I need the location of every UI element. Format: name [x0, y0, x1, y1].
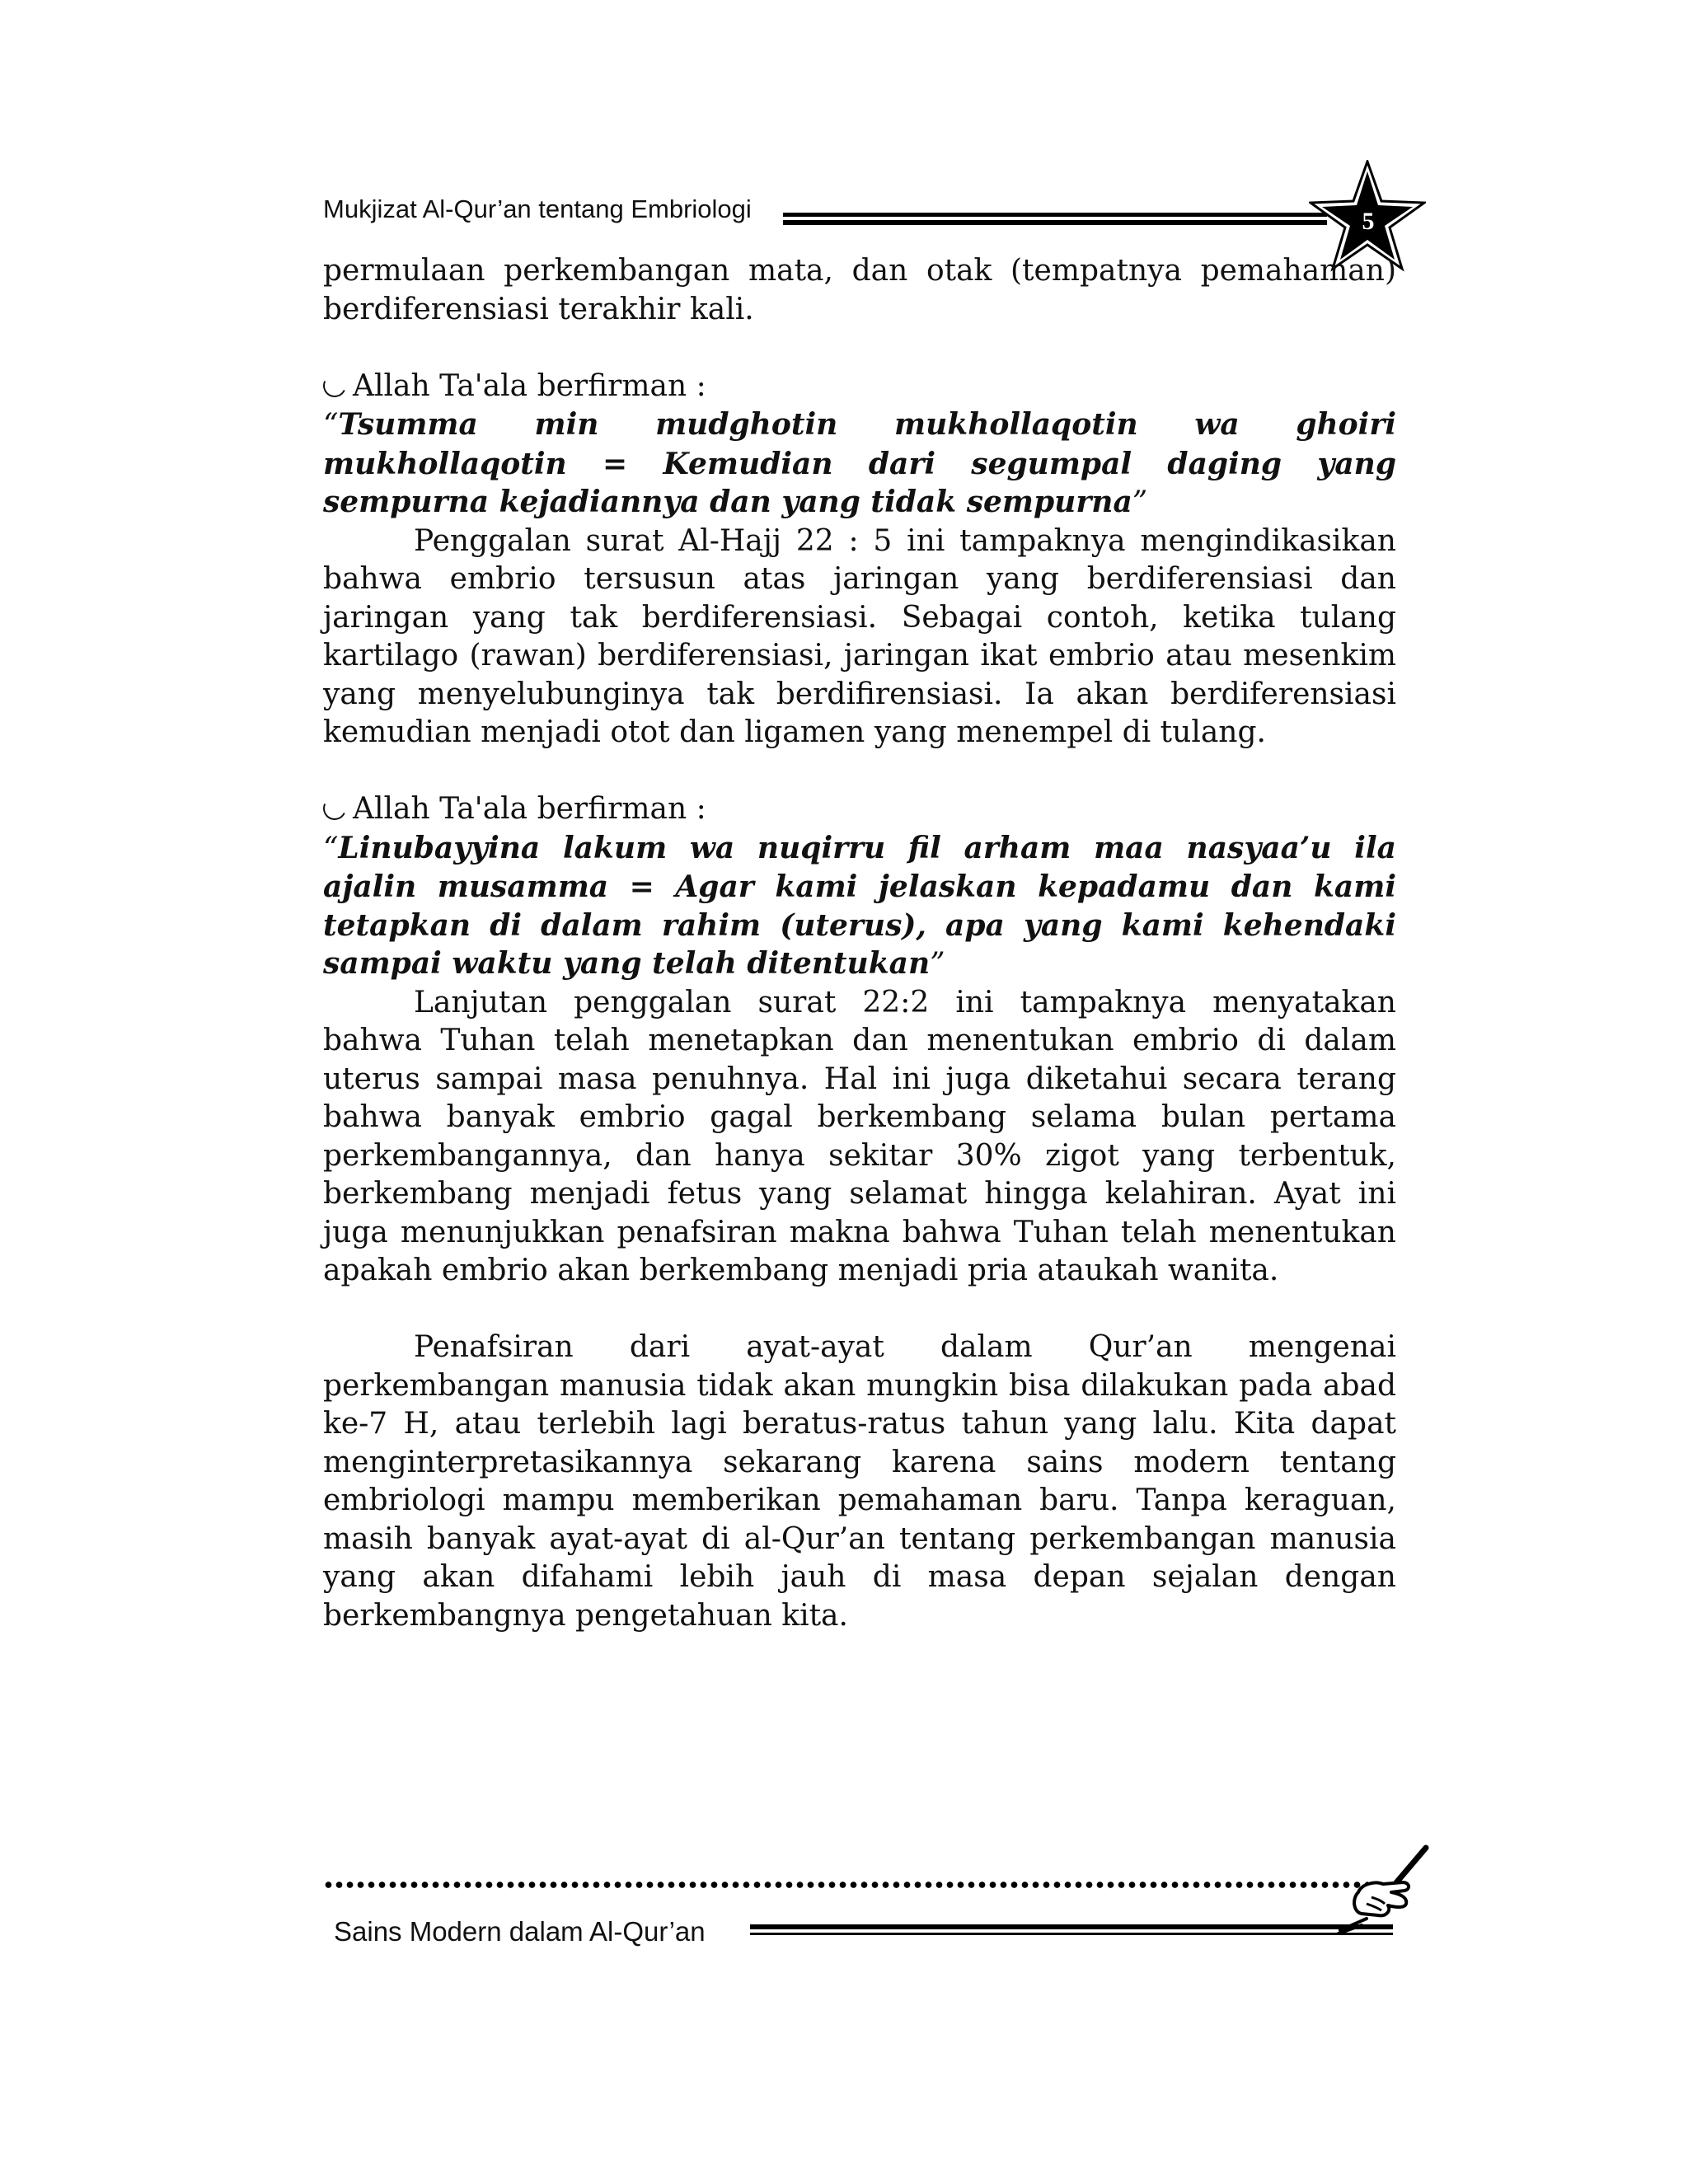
section2-verse — [323, 829, 1396, 984]
intro-paragraph: permulaan perkembangan mata, dan otak (tempatnya pemahaman) berdiferensiasi terakhir kali. — [323, 254, 1396, 326]
section1-verse — [323, 405, 1396, 523]
pen-writing-icon — [1334, 1844, 1432, 1937]
open-quote: “ — [323, 831, 339, 865]
footer-dotted-rule — [323, 1881, 1368, 1889]
section1-heading-line — [323, 368, 1396, 406]
crescent-bullet-icon — [320, 371, 349, 401]
section2-paragraph: Lanjutan penggalan surat 22:2 ini tampaknya menyatakan bahwa Tuhan telah menetapkan dan menentukan embrio di dalam uterus sampai masa penuhnya. Hal ini juga diketahui secara terang bahwa banyak embrio gagal berkembang selama bulan pertama perkembangannya, dan hanya sekitar 30% zigot yang terbentuk, berkembang menjadi fetus yang selamat hingga kelahiran. Ayat ini juga menunjukkan penafsiran makna bahwa Tuhan telah menentukan apakah embrio akan berkembang menjadi pria ataukah wanita. — [323, 985, 1396, 1287]
main-text — [323, 252, 1396, 1635]
section1-paragraph: Penggalan surat Al-Hajj 22 : 5 ini tampaknya mengindikasikan bahwa embrio tersusun atas jaringan yang berdiferensiasi dan jaringan yang tak berdiferensiasi. Sebagai contoh, ketika tulang kartilago (rawan) berdiferensiasi, jaringan ikat embrio atau mesenkim yang menyelubunginya tak berdifirensiasi. Ia akan berdiferensiasi kemudian menjadi otot dan ligamen yang menempel di tulang. — [323, 523, 1396, 749]
header-rule — [783, 213, 1327, 226]
running-header-title: Mukjizat Al-Qur’an tentang Embriologi — [323, 194, 752, 223]
running-footer-title: Sains Modern dalam Al-Qur’an — [334, 1916, 706, 1947]
page-number: 5 — [1362, 208, 1375, 235]
open-quote: “ — [323, 408, 339, 442]
close-quote: ” — [1132, 485, 1148, 519]
verse-text: Tsumma min mudghotin mukhollaqotin wa ghoiri mukhollaqotin = Kemudian dari segumpal daging yang sempurna kejadiannya dan yang tidak sempurna — [323, 407, 1396, 519]
section2-heading: Allah Ta'ala berfirman : — [353, 792, 706, 826]
closing-paragraph: Penafsiran dari ayat-ayat dalam Qur’an mengenai perkembangan manusia tidak akan mungkin bisa dilakukan pada abad ke-7 H, atau terlebih lagi beratus-ratus tahun yang lalu. Kita dapat menginterpretasikannya sekarang karena sains modern tentang embriologi mampu memberikan pemahaman baru. Tanpa keraguan, masih banyak ayat-ayat di al-Qur’an tentang perkembangan manusia yang akan difahami lebih jauh di masa depan sejalan dengan berkembangnya pengetahuan kita. — [323, 1330, 1396, 1633]
section1-heading: Allah Ta'ala berfirman : — [353, 368, 706, 403]
close-quote: ” — [930, 947, 945, 981]
verse-text: Linubayyina lakum wa nuqirru fil arham maa nasyaa’u ila ajalin musamma = Agar kami jelaskan kepadamu dan kami tetapkan di dalam rahim (uterus), apa yang kami kehendaki sampai waktu yang telah ditentukan — [323, 830, 1396, 981]
footer-rule — [750, 1924, 1393, 1938]
section2-heading-line — [323, 790, 1396, 829]
crescent-bullet-icon — [320, 794, 349, 823]
